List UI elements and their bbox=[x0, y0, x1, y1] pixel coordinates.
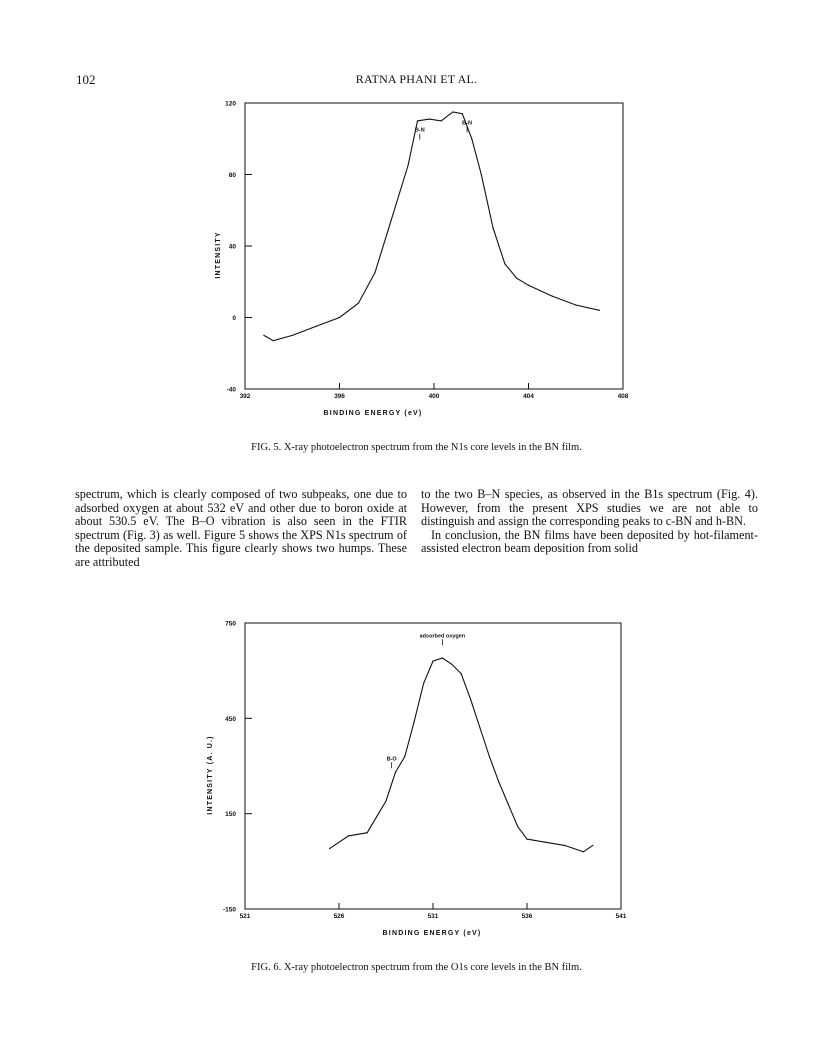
x-axis-label: BINDING ENERGY (eV) bbox=[323, 410, 423, 417]
data-point bbox=[452, 111, 453, 112]
y-tick-label: 80 bbox=[228, 172, 236, 179]
annotation-label: B-O bbox=[386, 756, 397, 763]
figure-5-chart bbox=[200, 95, 640, 425]
data-point bbox=[471, 138, 472, 139]
data-point bbox=[417, 120, 418, 121]
x-tick-label: 541 bbox=[615, 913, 627, 920]
body-right-column bbox=[421, 488, 758, 556]
data-point bbox=[432, 661, 433, 662]
y-tick-label: -40 bbox=[226, 386, 236, 394]
y-tick-label: 450 bbox=[225, 715, 236, 723]
y-axis-label: INTENSITY bbox=[215, 231, 222, 279]
x-tick-label: 396 bbox=[334, 393, 345, 400]
x-tick-label: 531 bbox=[427, 913, 439, 920]
data-point bbox=[273, 340, 274, 341]
data-point bbox=[358, 303, 359, 304]
data-point bbox=[489, 756, 490, 757]
right-paragraph-2: In conclusion, the BN films have been deposited by hot-filament-assisted electron beam deposition from solid bbox=[421, 527, 758, 556]
data-point bbox=[461, 673, 462, 674]
data-point bbox=[376, 816, 377, 817]
data-point bbox=[462, 113, 463, 114]
data-point bbox=[504, 263, 505, 264]
data-point bbox=[407, 165, 408, 166]
body-left-column bbox=[75, 488, 407, 570]
x-tick-label: 392 bbox=[239, 393, 251, 400]
x-tick-label: 408 bbox=[617, 393, 629, 400]
data-point bbox=[599, 310, 600, 311]
x-tick-label: 536 bbox=[521, 913, 533, 920]
data-point bbox=[292, 335, 293, 336]
data-point bbox=[592, 845, 593, 846]
data-point bbox=[508, 804, 509, 805]
data-point bbox=[385, 800, 386, 801]
data-point bbox=[481, 174, 482, 175]
data-point bbox=[492, 228, 493, 229]
x-tick-label: 400 bbox=[428, 393, 440, 400]
data-point bbox=[517, 826, 518, 827]
data-point bbox=[442, 657, 443, 658]
data-point bbox=[395, 772, 396, 773]
data-point bbox=[470, 699, 471, 700]
data-point bbox=[479, 727, 480, 728]
y-tick-label: 40 bbox=[228, 243, 236, 251]
right-paragraph-1: to the two B–N species, as observed in the B1s spectrum (Fig. 4). However, from the present XPS studies we are not able to distinguish and assign the corresponding peaks to c-BN and h-BN. bbox=[421, 487, 758, 529]
x-axis-label: BINDING ENERGY (eV) bbox=[382, 930, 482, 937]
data-point bbox=[429, 118, 430, 119]
data-point bbox=[315, 326, 316, 327]
data-point bbox=[367, 832, 368, 833]
spectrum-line bbox=[264, 112, 600, 341]
annotation-label: adsorbed oxygen bbox=[419, 633, 466, 640]
y-tick-label: 750 bbox=[225, 620, 236, 628]
data-point bbox=[564, 845, 565, 846]
data-point bbox=[575, 304, 576, 305]
data-point bbox=[552, 295, 553, 296]
data-point bbox=[263, 335, 264, 336]
left-paragraph: spectrum, which is clearly composed of two subpeaks, one due to adsorbed oxygen at about 532 eV and other due to boron oxide at about 530.5 eV. The B–O vibration is also seen in the FTIR spectrum (Fig. 3) as well. Figure 5 shows the XPS N1s spectrum of the deposited sample. This figure clearly shows two humps. These are attributed bbox=[75, 487, 407, 569]
y-tick-label: 120 bbox=[225, 100, 236, 108]
plot-frame bbox=[245, 623, 621, 909]
data-point bbox=[451, 664, 452, 665]
y-tick-label: -150 bbox=[222, 906, 236, 914]
data-point bbox=[516, 278, 517, 279]
x-tick-label: 526 bbox=[333, 913, 345, 920]
running-head: RATNA PHANI ET AL. bbox=[355, 72, 478, 86]
data-point bbox=[339, 317, 340, 318]
plot-frame bbox=[245, 103, 623, 389]
spectrum-line bbox=[330, 658, 593, 852]
x-tick-label: 521 bbox=[239, 913, 251, 920]
data-point bbox=[423, 683, 424, 684]
page-number: 102 bbox=[76, 72, 96, 87]
figure-6-caption: FIG. 6. X-ray photoelectron spectrum from the O1s core levels in the BN film. bbox=[251, 962, 582, 973]
annotation-label: B-N bbox=[414, 127, 425, 134]
data-point bbox=[391, 219, 392, 220]
y-axis-label: INTENSITY (A. U.) bbox=[207, 735, 214, 815]
x-tick-label: 404 bbox=[523, 393, 534, 400]
data-point bbox=[526, 838, 527, 839]
data-point bbox=[404, 756, 405, 757]
data-point bbox=[528, 285, 529, 286]
figure-6-chart bbox=[200, 615, 640, 945]
y-tick-label: 0 bbox=[232, 315, 236, 322]
data-point bbox=[545, 842, 546, 843]
y-tick-label: 150 bbox=[225, 811, 236, 819]
data-point bbox=[348, 835, 349, 836]
data-point bbox=[583, 851, 584, 852]
data-point bbox=[374, 272, 375, 273]
figure-5-caption: FIG. 5. X-ray photoelectron spectrum from the N1s core levels in the BN film. bbox=[251, 442, 582, 453]
data-point bbox=[329, 848, 330, 849]
data-point bbox=[498, 781, 499, 782]
annotation-label: B-N bbox=[462, 120, 472, 127]
data-point bbox=[414, 721, 415, 722]
data-point bbox=[440, 120, 441, 121]
